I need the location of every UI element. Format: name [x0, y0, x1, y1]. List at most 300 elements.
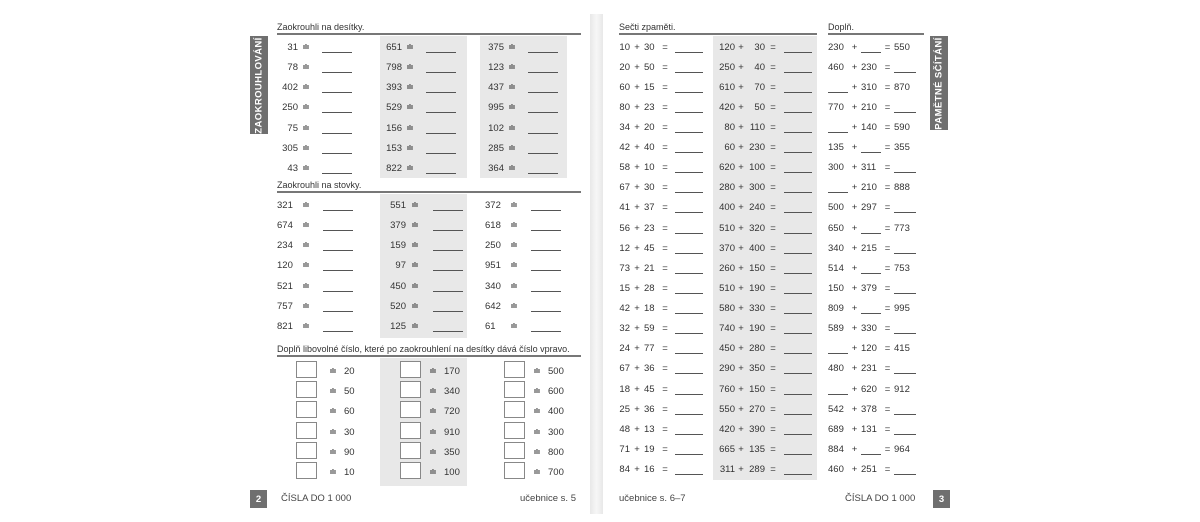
- answer-blank: [784, 243, 812, 254]
- addition-row: [619, 258, 703, 278]
- answer-blank: [675, 343, 703, 354]
- plus-sign: +: [738, 464, 744, 476]
- addend: 15: [644, 81, 655, 93]
- rounding-row: [476, 118, 558, 138]
- addition-row: [718, 238, 812, 258]
- equals-sign: =: [770, 403, 776, 415]
- answer-blank: [894, 202, 916, 213]
- addend: 420: [719, 101, 735, 113]
- addend: 23: [644, 101, 655, 113]
- rounding-number: 61: [485, 321, 496, 333]
- target-number: 350: [444, 446, 460, 458]
- approx-symbol: ≐: [510, 260, 518, 272]
- target-number: 720: [444, 406, 460, 418]
- addend: 240: [749, 202, 765, 214]
- equals-sign: =: [884, 222, 891, 234]
- approx-symbol: ≐: [411, 321, 419, 333]
- addend: 190: [749, 282, 765, 294]
- plus-sign: +: [851, 81, 858, 93]
- plus-sign: +: [738, 222, 744, 234]
- rounding-number: 75: [287, 122, 298, 134]
- target-number: 300: [548, 426, 564, 438]
- answer-blank: [531, 301, 561, 312]
- rounding-number: 521: [277, 280, 293, 292]
- first-term: 542: [828, 403, 844, 415]
- rounding-row: [485, 195, 561, 215]
- rounding-row: [386, 297, 463, 317]
- plus-sign: +: [738, 443, 744, 455]
- rounding-number: 402: [282, 82, 298, 94]
- addition-row: [619, 319, 703, 339]
- plus-sign: +: [738, 41, 744, 53]
- rounding-number: 321: [277, 199, 293, 211]
- equals-sign: =: [884, 101, 891, 113]
- equals-sign: =: [770, 443, 776, 455]
- answer-blank: [784, 263, 812, 274]
- rounding-row: [485, 297, 561, 317]
- target-number: 50: [344, 386, 355, 398]
- answer-blank: [784, 343, 812, 354]
- addend: 67: [619, 182, 630, 194]
- plus-sign: +: [738, 202, 744, 214]
- answer-blank: [426, 82, 456, 93]
- answer-box: [296, 381, 317, 398]
- target-value: [328, 427, 355, 438]
- answer-box: [504, 422, 525, 439]
- answer-blank: [675, 384, 703, 395]
- rounding-number: 159: [390, 240, 406, 252]
- target-value: [328, 386, 355, 397]
- answer-blank: [323, 281, 353, 292]
- plus-sign: +: [851, 242, 858, 254]
- equals-sign: =: [770, 142, 776, 154]
- addend: 25: [619, 403, 630, 415]
- approx-symbol: ≐: [329, 366, 337, 377]
- equals-sign: =: [770, 303, 776, 315]
- addend: 370: [719, 242, 735, 254]
- answer-blank: [784, 102, 812, 113]
- addend: 12: [619, 242, 630, 254]
- plus-sign: +: [851, 323, 858, 335]
- target-value: [532, 447, 564, 458]
- rounding-row: [386, 276, 463, 296]
- answer-blank: [784, 444, 812, 455]
- rounding-row: [374, 57, 456, 77]
- approx-symbol: ≐: [510, 301, 518, 312]
- addition-row: [619, 57, 703, 77]
- plus-sign: +: [738, 182, 744, 194]
- answer-blank: [828, 182, 848, 193]
- answer-blank: [784, 42, 812, 53]
- plus-sign: +: [634, 222, 640, 234]
- equals-sign: =: [884, 41, 891, 53]
- approx-symbol: ≐: [406, 163, 414, 175]
- target-value: [428, 427, 460, 438]
- answer-blank: [675, 62, 703, 73]
- plus-sign: +: [634, 363, 640, 375]
- addend: 400: [749, 242, 765, 254]
- addend: 150: [749, 383, 765, 395]
- plus-sign: +: [851, 202, 858, 214]
- approx-symbol: ≐: [429, 366, 437, 377]
- equals-sign: =: [770, 464, 776, 476]
- footer-textbook-ref: učebnice s. 5: [520, 493, 576, 504]
- answer-blank: [433, 321, 463, 332]
- equals-sign: =: [662, 403, 668, 415]
- answer-blank: [894, 424, 916, 435]
- addend: 71: [619, 443, 630, 455]
- answer-blank: [426, 42, 456, 53]
- side-tab-mental-addition: [930, 36, 948, 130]
- equals-sign: =: [770, 41, 776, 53]
- plus-sign: +: [738, 262, 744, 274]
- target-value: [328, 447, 355, 458]
- addend: 23: [644, 222, 655, 234]
- addition-row: [619, 97, 703, 117]
- equals-sign: =: [770, 101, 776, 113]
- plus-sign: +: [851, 121, 858, 133]
- first-term: 589: [828, 323, 844, 335]
- target-value: [532, 427, 564, 438]
- second-term: 120: [861, 343, 877, 355]
- approx-symbol: ≐: [302, 240, 310, 252]
- approx-symbol: ≐: [411, 301, 419, 312]
- target-number: 100: [444, 467, 460, 478]
- addend: 40: [754, 61, 765, 73]
- rounding-number: 642: [485, 301, 501, 312]
- addend: 350: [749, 363, 765, 375]
- answer-blank: [784, 404, 812, 415]
- addition-row: [718, 460, 812, 480]
- addition-row: [718, 158, 812, 178]
- fill-in-row: [828, 218, 916, 238]
- target-number: 500: [548, 366, 564, 377]
- rounding-row: [270, 37, 352, 57]
- addend: 80: [619, 101, 630, 113]
- rounding-number: 372: [485, 199, 501, 211]
- fill-in-row: [828, 460, 916, 480]
- addend: 110: [749, 121, 765, 133]
- fill-in-row: [828, 339, 916, 359]
- answer-blank: [784, 283, 812, 294]
- answer-blank: [861, 223, 881, 234]
- addend: 40: [644, 142, 655, 154]
- rounding-number: 618: [485, 219, 501, 231]
- equals-sign: =: [662, 262, 668, 274]
- approx-symbol: ≐: [411, 219, 419, 231]
- answer-blank: [426, 123, 456, 134]
- answer-blank: [784, 323, 812, 334]
- rounding-number: 43: [287, 163, 298, 175]
- answer-blank: [528, 42, 558, 53]
- addend: 740: [719, 323, 735, 335]
- second-term: 620: [861, 383, 877, 395]
- first-term: 300: [828, 162, 844, 174]
- addend: 250: [719, 61, 735, 73]
- rounding-number: 822: [386, 163, 402, 175]
- answer-box: [296, 401, 317, 418]
- equals-sign: =: [662, 41, 668, 53]
- approx-symbol: ≐: [302, 61, 310, 73]
- equals-sign: =: [884, 242, 891, 254]
- answer-box: [400, 422, 421, 439]
- addend: 330: [749, 303, 765, 315]
- fill-in-row: [828, 158, 916, 178]
- addend: 10: [619, 41, 630, 53]
- second-term: 131: [861, 423, 877, 435]
- first-term: 689: [828, 423, 844, 435]
- rounding-row: [374, 159, 456, 179]
- answer-box: [504, 381, 525, 398]
- footer-title: ČÍSLA DO 1 000: [281, 493, 352, 504]
- rounding-number: 450: [390, 280, 406, 292]
- answer-blank: [322, 123, 352, 134]
- answer-blank: [528, 102, 558, 113]
- addend: 550: [719, 403, 735, 415]
- answer-box: [400, 442, 421, 459]
- answer-box: [296, 422, 317, 439]
- second-term: 231: [861, 363, 877, 375]
- approx-symbol: ≐: [411, 240, 419, 252]
- answer-blank: [675, 283, 703, 294]
- plus-sign: +: [851, 61, 858, 73]
- equals-sign: =: [662, 182, 668, 194]
- approx-symbol: ≐: [302, 260, 310, 272]
- approx-symbol: ≐: [329, 467, 337, 478]
- answer-blank: [433, 200, 463, 211]
- second-term: 379: [861, 282, 877, 294]
- addition-row: [718, 117, 812, 137]
- addition-row: [718, 57, 812, 77]
- answer-blank: [323, 260, 353, 271]
- addition-row: [718, 419, 812, 439]
- answer-box: [504, 361, 525, 378]
- addend: 390: [749, 423, 765, 435]
- target-number: 170: [444, 366, 460, 377]
- equals-sign: =: [770, 262, 776, 274]
- answer-blank: [323, 200, 353, 211]
- rounding-row: [374, 139, 456, 159]
- rounding-number: 285: [488, 143, 504, 154]
- plus-sign: +: [851, 182, 858, 194]
- addend: 34: [619, 121, 630, 133]
- plus-sign: +: [851, 343, 858, 355]
- plus-sign: +: [738, 81, 744, 93]
- plus-sign: +: [634, 202, 640, 214]
- plus-sign: +: [851, 383, 858, 395]
- answer-blank: [784, 142, 812, 153]
- equals-sign: =: [884, 464, 891, 476]
- first-term: 809: [828, 303, 844, 315]
- plus-sign: +: [634, 303, 640, 315]
- addition-row: [718, 339, 812, 359]
- plus-sign: +: [634, 262, 640, 274]
- target-number: 600: [548, 386, 564, 398]
- addition-row: [718, 138, 812, 158]
- approx-symbol: ≐: [302, 163, 310, 175]
- answer-blank: [894, 243, 916, 254]
- target-value: [428, 406, 460, 417]
- equals-sign: =: [662, 464, 668, 476]
- plus-sign: +: [634, 423, 640, 435]
- equals-sign: =: [662, 343, 668, 355]
- rounding-number: 674: [277, 219, 293, 231]
- fill-in-row: [828, 319, 916, 339]
- approx-symbol: ≐: [302, 41, 310, 53]
- answer-box: [296, 361, 317, 378]
- answer-blank: [861, 142, 881, 153]
- target-value: [532, 406, 564, 417]
- target-value: [532, 467, 564, 478]
- addend: 42: [619, 142, 630, 154]
- addend: 15: [619, 282, 630, 294]
- answer-blank: [675, 323, 703, 334]
- answer-blank: [528, 143, 558, 154]
- plus-sign: +: [634, 182, 640, 194]
- fill-in-row: [828, 238, 916, 258]
- plus-sign: +: [738, 363, 744, 375]
- plus-sign: +: [738, 303, 744, 315]
- fill-in-row: [828, 138, 916, 158]
- second-term: 378: [861, 403, 877, 415]
- addend: 620: [719, 162, 735, 174]
- equals-sign: =: [662, 363, 668, 375]
- addend: 400: [719, 202, 735, 214]
- addend: 77: [644, 343, 655, 355]
- first-term: 460: [828, 61, 844, 73]
- answer-blank: [426, 143, 456, 154]
- first-term: 340: [828, 242, 844, 254]
- first-term: 500: [828, 202, 844, 214]
- fill-in-row: [828, 439, 916, 459]
- equals-sign: =: [884, 81, 891, 93]
- rounding-number: 120: [277, 260, 293, 272]
- addend: 420: [719, 423, 735, 435]
- page-number: 3: [933, 490, 950, 508]
- target-value: [428, 366, 460, 377]
- equals-sign: =: [662, 121, 668, 133]
- plus-sign: +: [634, 343, 640, 355]
- plus-sign: +: [634, 101, 640, 113]
- answer-blank: [531, 281, 561, 292]
- rounding-number: 798: [386, 61, 402, 73]
- addend: 510: [719, 222, 735, 234]
- fill-in-row: [828, 419, 916, 439]
- addend: 120: [719, 41, 735, 53]
- answer-box: [296, 462, 317, 479]
- rounding-row: [476, 98, 558, 118]
- rounding-number: 757: [277, 301, 293, 312]
- equals-sign: =: [884, 182, 891, 194]
- approx-symbol: ≐: [406, 82, 414, 94]
- rounding-number: 379: [390, 219, 406, 231]
- addend: 13: [644, 423, 655, 435]
- rounding-number: 78: [287, 61, 298, 73]
- answer-blank: [675, 82, 703, 93]
- answer-blank: [433, 301, 463, 312]
- addition-row: [619, 399, 703, 419]
- addition-row: [619, 460, 703, 480]
- fill-in-row: [828, 278, 916, 298]
- rounding-number: 364: [488, 163, 504, 175]
- answer-box: [504, 401, 525, 418]
- equals-sign: =: [770, 423, 776, 435]
- addition-row: [619, 359, 703, 379]
- addend: 150: [749, 262, 765, 274]
- addend: 610: [719, 81, 735, 93]
- fill-in-row: [828, 379, 916, 399]
- fill-in-row: [828, 77, 916, 97]
- answer-blank: [784, 82, 812, 93]
- plus-sign: +: [851, 142, 858, 154]
- result: 355: [894, 142, 910, 154]
- approx-symbol: ≐: [429, 386, 437, 398]
- approx-symbol: ≐: [533, 426, 541, 438]
- answer-blank: [894, 404, 916, 415]
- answer-box: [400, 361, 421, 378]
- answer-blank: [675, 102, 703, 113]
- answer-box: [400, 462, 421, 479]
- answer-blank: [828, 384, 848, 395]
- answer-blank: [675, 243, 703, 254]
- addition-row: [619, 138, 703, 158]
- equals-sign: =: [662, 81, 668, 93]
- plus-sign: +: [851, 464, 858, 476]
- plus-sign: +: [851, 41, 858, 53]
- addition-row: [619, 419, 703, 439]
- equals-sign: =: [770, 343, 776, 355]
- section-title-add-mentally: Sečti zpaměti.: [619, 22, 676, 32]
- fill-in-row: [828, 359, 916, 379]
- addend: 20: [619, 61, 630, 73]
- addend: 135: [749, 443, 765, 455]
- rounding-row: [277, 276, 353, 296]
- answer-blank: [433, 281, 463, 292]
- equals-sign: =: [884, 323, 891, 335]
- fill-in-row: [828, 97, 916, 117]
- approx-symbol: ≐: [508, 41, 516, 53]
- equals-sign: =: [662, 162, 668, 174]
- answer-box: [296, 442, 317, 459]
- addend: 300: [749, 182, 765, 194]
- equals-sign: =: [884, 202, 891, 214]
- answer-blank: [675, 122, 703, 133]
- rounding-number: 995: [488, 102, 504, 114]
- approx-symbol: ≐: [411, 199, 419, 211]
- second-term: 297: [861, 202, 877, 214]
- approx-symbol: ≐: [302, 143, 310, 154]
- rounding-row: [485, 236, 561, 256]
- result: 753: [894, 262, 910, 274]
- answer-blank: [784, 62, 812, 73]
- equals-sign: =: [770, 182, 776, 194]
- answer-blank: [784, 182, 812, 193]
- approx-symbol: ≐: [329, 386, 337, 398]
- target-number: 90: [344, 446, 355, 458]
- rounding-row: [485, 215, 561, 235]
- equals-sign: =: [884, 61, 891, 73]
- rounding-row: [485, 276, 561, 296]
- rounding-row: [270, 118, 352, 138]
- plus-sign: +: [738, 403, 744, 415]
- second-term: 311: [861, 162, 877, 174]
- plus-sign: +: [851, 222, 858, 234]
- approx-symbol: ≐: [508, 61, 516, 73]
- plus-sign: +: [851, 443, 858, 455]
- approx-symbol: ≐: [406, 143, 414, 154]
- answer-blank: [784, 202, 812, 213]
- answer-blank: [828, 82, 848, 93]
